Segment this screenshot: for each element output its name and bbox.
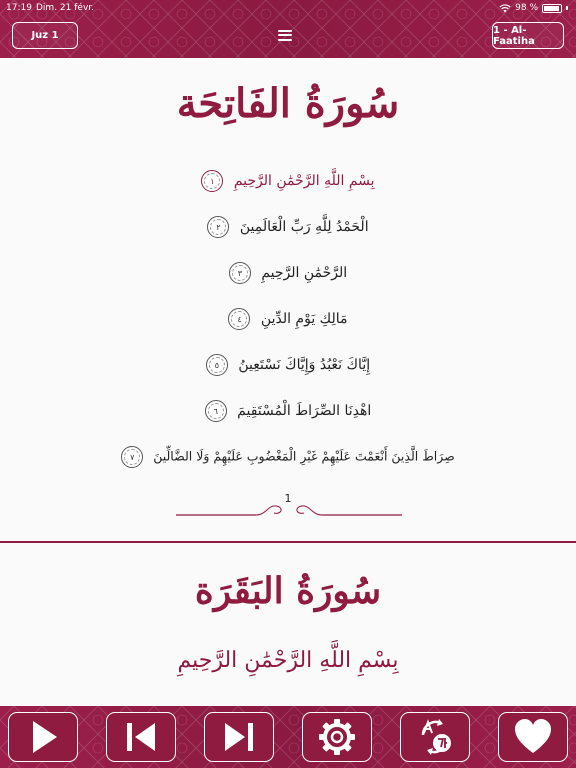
ayah-number-marker: ١ [201,170,223,192]
page-ornament [176,500,402,520]
ayah-line[interactable] [0,170,576,192]
ayah-text: الْحَمْدُ لِلَّهِ رَبِّ الْعَالَمِينَ [239,219,369,235]
next-button[interactable] [204,712,274,762]
translate-button[interactable] [400,712,470,762]
surah-button[interactable]: 1 - Al-Faatiha [492,22,564,49]
page-number: 1 [284,492,292,505]
ayah-number-marker: ٤ [228,308,250,330]
ayah-text: مَالِكِ يَوْمِ الدِّينِ [260,311,348,327]
ayah-number-marker: ٧ [121,446,143,468]
battery-icon [542,4,562,13]
ayah-line[interactable] [0,216,576,238]
ayah-line[interactable] [0,400,576,422]
quran-page[interactable] [0,58,576,706]
ayah-text: بِسْمِ اللَّهِ الرَّحْمَٰنِ الرَّحِيمِ [233,173,375,189]
play-icon [23,717,63,757]
surah-divider [0,541,576,543]
ayah-number-marker: ٥ [206,354,228,376]
surah-title-fatiha: سُورَةُ الفَاتِحَة [176,80,400,127]
bottom-toolbar [0,706,576,768]
play-button[interactable] [8,712,78,762]
translate-icon [415,717,455,757]
ayah-number-marker: ٣ [229,262,251,284]
ayah-text: اهْدِنَا الصِّرَاطَ الْمُسْتَقِيمَ [237,403,372,419]
juz-button[interactable]: Juz 1 [12,22,78,49]
settings-button[interactable] [302,712,372,762]
ayah-text: إِيَّاكَ نَعْبُدُ وَإِيَّاكَ نَسْتَعِينُ [238,357,371,373]
battery-percent: 98 % [515,3,538,13]
ayah-line[interactable] [0,262,576,284]
ayah-text: صِرَاطَ الَّذِينَ أَنْعَمْتَ عَلَيْهِمْ غَيْرِ الْمَغْضُوبِ عَلَيْهِمْ وَلَا الضَّالِّينَ [153,448,455,464]
top-bar [0,0,576,58]
previous-icon [121,717,161,757]
toolbar-pattern [0,706,576,768]
battery-tip [566,6,568,10]
next-icon [219,717,259,757]
previous-button[interactable] [106,712,176,762]
gear-icon [317,717,357,757]
ayah-line[interactable] [0,446,576,468]
ayah-number-marker: ٦ [205,400,227,422]
ayah-number-marker: ٢ [207,216,229,238]
status-date: Dim. 21 févr. [36,3,94,13]
menu-icon[interactable] [278,30,292,41]
surah-title-baqara: سُورَةُ البَقَرَة [194,570,382,612]
status-time: 17:19 [6,3,32,13]
ayah-line[interactable] [0,308,576,330]
ayah-text: الرَّحْمَٰنِ الرَّحِيمِ [261,265,348,281]
favorite-button[interactable] [498,712,568,762]
heart-icon [513,717,553,757]
status-right [499,3,568,13]
basmala: بِسْمِ اللَّهِ الرَّحْمَٰنِ الرَّحِيمِ [177,648,399,673]
ayah-line[interactable] [0,354,576,376]
wifi-icon [499,4,511,13]
status-bar [0,3,576,17]
